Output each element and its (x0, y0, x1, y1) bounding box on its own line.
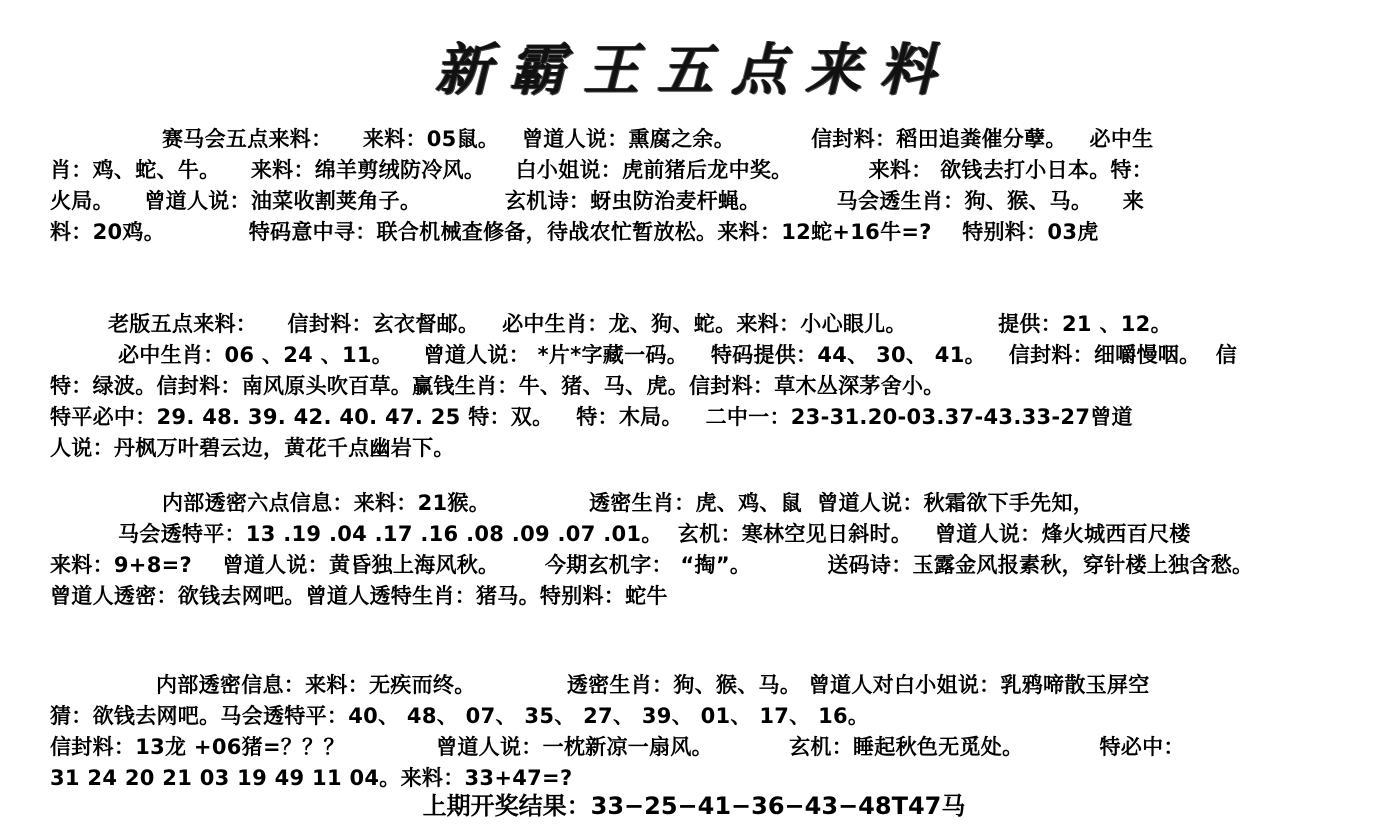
text-line: 火局。 曾道人说：油菜收割荚角子。 玄机诗：蚜虫防治麦杆蝇。 马会透生肖：狗、猴、马。 来 (50, 189, 1145, 213)
text-line: 猜：欲钱去网吧。马会透特平：40、 48、 07、 35、 27、 39、 01、 17、 16。 (50, 704, 870, 728)
last-draw-result: 上期开奖结果：33−25−41−36−43−48T47马 (422, 792, 966, 820)
page-title: 新霸王五点来料 (435, 37, 953, 103)
text-line: 人说：丹枫万叶碧云边，黄花千点幽岩下。 (50, 436, 455, 460)
text-line: 内部透密信息：来料：无疾而终。 透密生肖：狗、猴、马。 曾道人对白小姐说：乳鸦啼散玉屏空 (156, 673, 1150, 697)
text-line: 必中生肖：06 、24 、11。 曾道人说： *片*字藏一码。 特码提供：44、 30、 41。 信封料：细嚼慢咽。 信 (118, 343, 1237, 367)
text-line: 特：绿波。信封料：南风原头吹百草。赢钱生肖：牛、猪、马、虎。信封料：草木丛深茅舍小。 (50, 374, 945, 398)
text-line: 来料：9+8=? 曾道人说：黄昏独上海风秋。 今期玄机字： “掏”。 送码诗：玉露金风报素秋，穿针楼上独含愁。 (50, 553, 1254, 577)
text-line: 内部透密六点信息：来料：21猴。 透密生肖：虎、鸡、鼠 曾道人说：秋霜欲下手先知， (162, 491, 1095, 515)
text-line: 赛马会五点来料： 来料：05鼠。 曾道人说：熏腐之余。 信封料：稻田追粪催分孽。 必中生 (162, 127, 1154, 151)
text-line: 特平必中：29. 48. 39. 42. 40. 47. 25 特：双。 特：木局。 二中一：23-31.20-03.37-43.33-27曾道 (50, 405, 1133, 429)
text-line: 料：20鸡。 特码意中寻：联合机械查修备，待战农忙暂放松。来料：12蛇+16牛=? 特别料：03虎 (50, 220, 1099, 244)
text-line: 31 24 20 21 03 19 49 11 04。来料：33+47=? (50, 766, 573, 790)
text-line: 曾道人透密：欲钱去网吧。曾道人透特生肖：猪马。特别料：蛇牛 (50, 584, 668, 608)
text-line: 老版五点来料： 信封料：玄衣督邮。 必中生肖：龙、狗、蛇。来料：小心眼儿。 提供：21 、12。 (108, 312, 1172, 336)
text-line: 肖：鸡、蛇、牛。 来料：绵羊剪绒防冷风。 白小姐说：虎前猪后龙中奖。 来料： 欲钱去打小日本。特： (50, 158, 1154, 182)
text-line: 马会透特平：13 .19 .04 .17 .16 .08 .09 .07 .01。 玄机：寒林空见日斜时。 曾道人说：烽火城西百尺楼 (118, 522, 1191, 546)
text-line: 信封料：13龙 +06猪=？？？ 曾道人说：一枕新凉一扇风。 玄机：睡起秋色无觅处。 特必中： (50, 735, 1185, 759)
